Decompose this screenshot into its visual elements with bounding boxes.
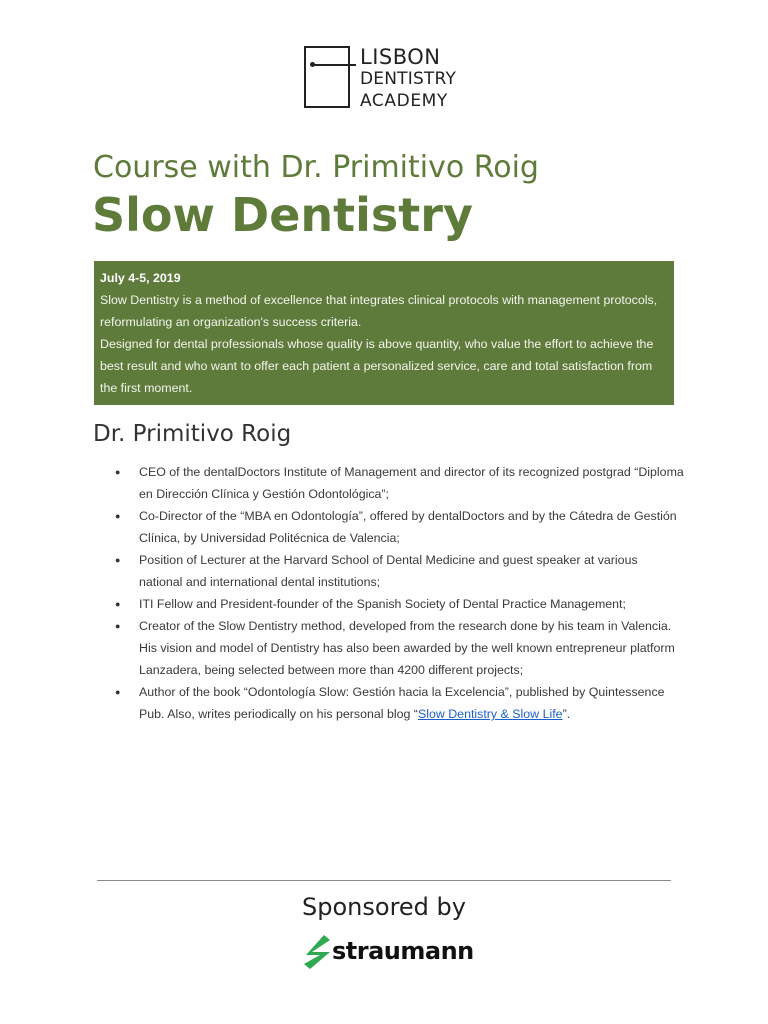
bio-item-text: Author of the book “Odontología Slow: Gestión hacia la Excelencia”, published by Quintessence Pub. Also, writes periodically on his personal blog “ [139, 685, 665, 721]
sponsored-by-label: Sponsored by [302, 893, 466, 921]
bio-item: ● ITI Fellow and President-founder of the Spanish Society of Dental Practice Management; [139, 593, 684, 615]
course-description-2: Designed for dental professionals whose quality is above quantity, who value the effort to achieve the best result and who want to offer each patient a personalized service, care and total satisfaction from the first moment. [100, 337, 654, 395]
logo-line-3: ACADEMY [360, 91, 448, 111]
blog-link[interactable]: Slow Dentistry & Slow Life [417, 707, 563, 721]
logo-wordmark [360, 46, 456, 112]
logo-line-2: DENTISTRY [360, 69, 457, 89]
straumann-logo [304, 935, 474, 971]
course-date: July 4-5, 2019 [100, 271, 181, 285]
course-subtitle: Course with Dr. Primitivo Roig [93, 150, 539, 185]
bio-item: ● Co-Director of the “MBA en Odontología”, offered by dentalDoctors and by the Cátedra de Gestión Clínica, by Universidad Politécnica de Valencia; [139, 505, 684, 549]
straumann-s-logo-icon [304, 935, 330, 969]
bio-item: ● Position of Lecturer at the Harvard School of Dental Medicine and guest speaker at various national and international dental institutions; [139, 549, 684, 593]
logo-line-mark [312, 64, 356, 66]
course-info-box [94, 261, 674, 405]
square-frame-logo-icon [304, 46, 350, 108]
speaker-bio-list [139, 461, 684, 725]
sponsor-name: straumann [332, 937, 474, 965]
course-title: Slow Dentistry [92, 188, 473, 242]
footer-divider [97, 880, 671, 881]
logo-line-1: LISBON [360, 45, 441, 69]
bio-item: ● CEO of the dentalDoctors Institute of Management and director of its recognized postgrad “Diploma en Dirección Clínica y Gestión Odontológica”; [139, 461, 684, 505]
lisbon-dentistry-academy-logo [304, 46, 474, 112]
bio-item [139, 681, 684, 725]
bio-item: ● Creator of the Slow Dentistry method, developed from the research done by his team in Valencia. His vision and model of Dentistry has also been awarded by the well known entrepreneur platform Lanzadera, being selected between more than 4200 different projects; [139, 615, 684, 681]
bio-item-suffix: ”. [562, 707, 571, 721]
logo-dot-mark [310, 62, 315, 67]
speaker-heading: Dr. Primitivo Roig [93, 421, 292, 447]
course-description-1: Slow Dentistry is a method of excellence that integrates clinical protocols with management protocols, reformulating an organization's success criteria. [100, 293, 658, 329]
